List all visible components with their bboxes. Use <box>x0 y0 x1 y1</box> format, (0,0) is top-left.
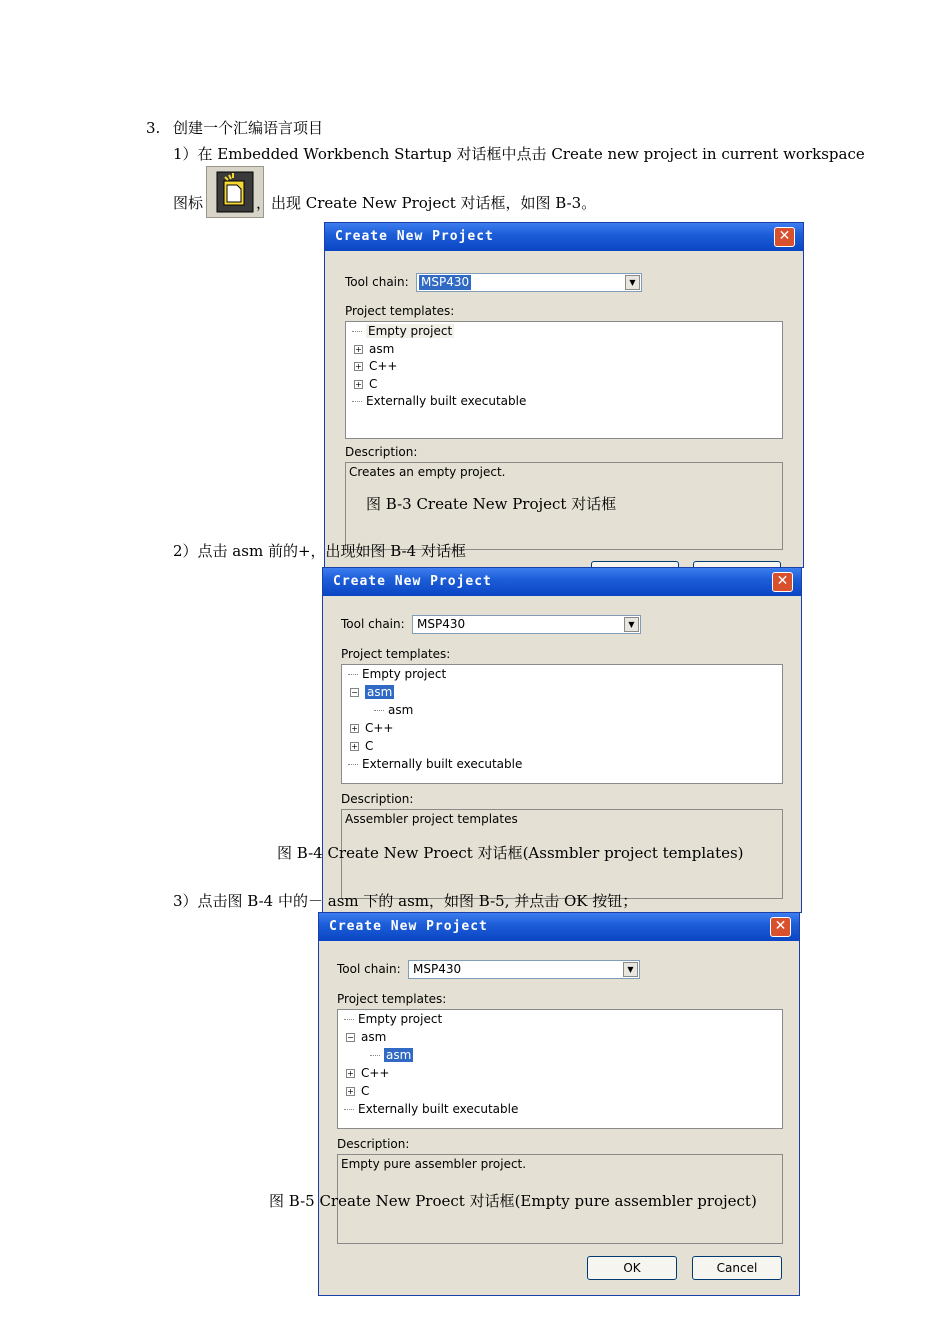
step-1-text: 1）在 Embedded Workbench Startup 对话框中点击 Create new project in current workspace <box>173 145 865 163</box>
tree-item-externally-built[interactable]: Externally built executable <box>344 1102 518 1117</box>
expand-icon[interactable]: + <box>355 380 362 389</box>
collapse-icon[interactable]: − <box>347 1033 354 1042</box>
step-3-instruction: 3）点击图 B-4 中的－ asm 下的 asm，如图 B-5, 并点击 OK 按钮； <box>173 892 638 910</box>
tool-chain-value: MSP430 <box>421 275 470 289</box>
close-icon[interactable]: ✕ <box>774 227 795 247</box>
tree-item-asm[interactable]: + asm <box>355 342 395 356</box>
create-new-project-dialog-b3 <box>324 222 804 568</box>
project-templates-label: Project templates: <box>341 647 451 661</box>
templates-tree[interactable] <box>341 664 783 784</box>
step-1-prefix: 图标 <box>173 194 204 212</box>
figure-b5-caption: 图 B-5 Create New Proect 对话框(Empty pure assembler project) <box>269 1192 757 1210</box>
tree-item-externally-built[interactable]: Externally built executable <box>352 394 526 409</box>
tree-item-c[interactable]: + C <box>351 739 374 753</box>
templates-tree[interactable] <box>337 1009 783 1129</box>
tool-chain-select[interactable] <box>412 615 641 634</box>
tool-chain-label: Tool chain: <box>345 275 409 289</box>
step-2-text: 2）点击 asm 前的+，出现如图 B-4 对话框 <box>173 542 466 560</box>
tree-item-c[interactable]: + C <box>347 1084 370 1098</box>
step-3-title: 创建一个汇编语言项目 <box>173 119 324 137</box>
step-3-number: 3. <box>146 119 161 137</box>
close-icon[interactable]: ✕ <box>772 572 793 592</box>
dialog-title: Create New Project <box>329 919 488 934</box>
tree-item-asm-child[interactable]: asm <box>374 703 413 718</box>
project-templates-label: Project templates: <box>337 992 447 1006</box>
ok-button[interactable]: OK <box>587 1256 677 1280</box>
expand-icon[interactable]: + <box>351 724 358 733</box>
description-text: Assembler project templates <box>345 812 518 826</box>
tool-chain-select[interactable] <box>408 960 640 979</box>
description-label: Description: <box>341 792 414 806</box>
figure-b4-caption: 图 B-4 Create New Proect 对话框(Assmbler project templates) <box>277 844 744 862</box>
dialog-titlebar[interactable] <box>319 913 799 941</box>
close-icon[interactable]: ✕ <box>770 917 791 937</box>
tool-chain-value: MSP430 <box>417 617 466 631</box>
expand-icon[interactable]: + <box>355 362 362 371</box>
tree-item-empty-project[interactable]: Empty project <box>348 667 446 682</box>
description-label: Description: <box>345 445 418 459</box>
description-text: Empty pure assembler project. <box>341 1157 527 1171</box>
tool-chain-label: Tool chain: <box>341 617 405 631</box>
collapse-icon[interactable]: − <box>351 688 358 697</box>
tree-item-cpp[interactable]: + C++ <box>351 721 394 735</box>
tree-item-empty-project[interactable]: Empty project <box>352 324 454 339</box>
tree-item-asm[interactable]: − asm <box>347 1030 387 1044</box>
expand-icon[interactable]: + <box>355 345 362 354</box>
tool-chain-select[interactable] <box>416 273 642 292</box>
tree-item-cpp[interactable]: + C++ <box>347 1066 390 1080</box>
tree-item-empty-project[interactable]: Empty project <box>344 1012 442 1027</box>
expand-icon[interactable]: + <box>347 1069 354 1078</box>
create-new-project-dialog-b5 <box>318 912 800 1296</box>
chevron-down-icon[interactable]: ▼ <box>623 962 638 977</box>
tree-item-externally-built[interactable]: Externally built executable <box>348 757 522 772</box>
expand-icon[interactable]: + <box>347 1087 354 1096</box>
tree-item-asm[interactable]: − asm <box>351 685 393 699</box>
expand-icon[interactable]: + <box>351 742 358 751</box>
step-1-suffix: ，出现 Create New Project 对话框，如图 B-3。 <box>256 194 597 212</box>
dialog-titlebar[interactable] <box>325 223 803 251</box>
chevron-down-icon[interactable]: ▼ <box>625 275 640 290</box>
dialog-title: Create New Project <box>333 574 492 589</box>
tree-item-c[interactable]: + C <box>355 377 378 391</box>
tool-chain-value: MSP430 <box>413 962 462 976</box>
tree-item-asm-child[interactable]: asm <box>370 1048 413 1063</box>
project-templates-label: Project templates: <box>345 304 455 318</box>
description-text: Creates an empty project. <box>349 465 506 479</box>
dialog-title: Create New Project <box>335 229 494 244</box>
chevron-down-icon[interactable]: ▼ <box>624 617 639 632</box>
cancel-button[interactable]: Cancel <box>692 1256 782 1280</box>
figure-b3-caption: 图 B-3 Create New Project 对话框 <box>366 495 617 513</box>
templates-tree[interactable] <box>345 321 783 439</box>
dialog-titlebar[interactable] <box>323 568 801 596</box>
tool-chain-label: Tool chain: <box>337 962 401 976</box>
tree-item-cpp[interactable]: + C++ <box>355 359 398 373</box>
description-label: Description: <box>337 1137 410 1151</box>
